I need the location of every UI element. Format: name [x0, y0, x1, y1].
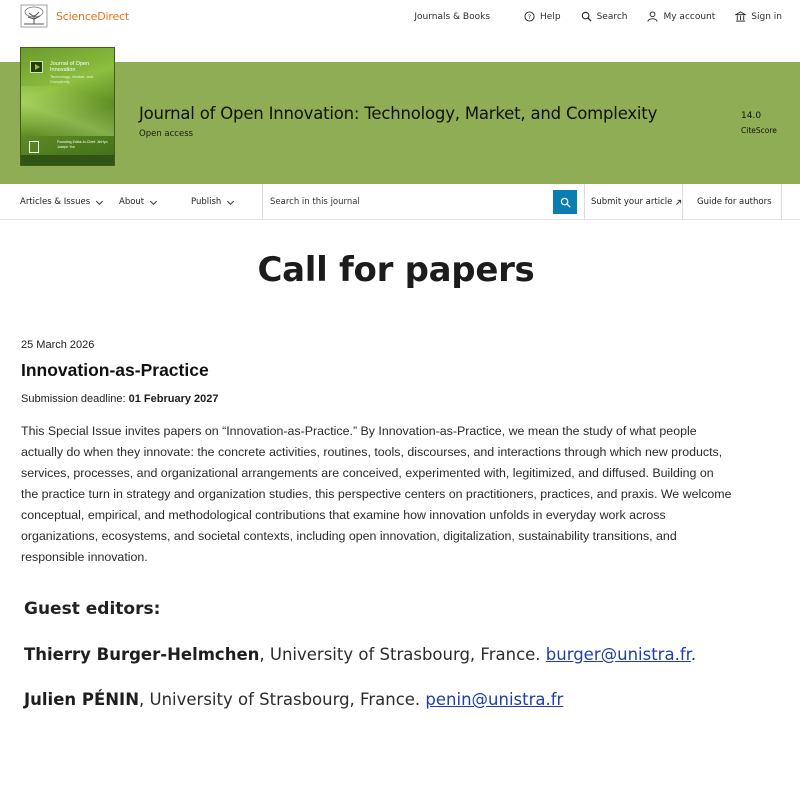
special-issue-description: This Special Issue invites papers on “Innovation-as-Practice.” By Innovation-as-Practice, we mean the study of what people actually do when they innovate: the concrete activities, routines, tools, discourses, and interactions through which new products, services, processes, and organizational arrangements are conceived, experimented with, legitimized, and diffused. Building on the practice turn in strategy and organization studies, this perspective centers on practitioners, practices, and praxis. We welcome conceptual, empirical, and methodological contributions that examine how innovation unfolds in everyday work across organizations, ecosystems, and societal contexts, including open innovation, digitalization, sustainability transitions, and responsible innovation. [21, 424, 732, 564]
help-label: Help [540, 11, 561, 22]
open-access-label: Open access [139, 129, 194, 139]
editor-name: Julien PÉNIN [24, 690, 140, 709]
search-label: Search [596, 11, 628, 22]
publish-menu[interactable] [191, 184, 235, 220]
deadline-label: Submission deadline: [21, 393, 129, 405]
editor-name: Thierry Burger-Helmchen [24, 645, 260, 664]
my-account-link[interactable] [647, 11, 715, 22]
citescore-label[interactable]: CiteScore [741, 126, 777, 135]
top-bar [0, 0, 800, 33]
my-account-label: My account [663, 11, 716, 22]
help-link[interactable] [524, 11, 561, 22]
cover-emblem-icon [30, 61, 43, 73]
sign-in-label: Sign in [751, 11, 782, 22]
editor-affiliation: , University of Strasbourg, France. [259, 645, 546, 664]
sign-in-link[interactable] [735, 11, 782, 22]
submission-deadline [21, 393, 219, 405]
publish-date: 25 March 2026 [21, 339, 95, 351]
cover-footer-band [21, 155, 114, 165]
journals-books-label: Journals & Books [414, 11, 491, 22]
sciencedirect-logo[interactable] [20, 4, 129, 28]
about-label: About [119, 197, 145, 207]
cover-title: Journal of Open Innovation [50, 61, 90, 73]
cover-publisher-logo-icon [29, 141, 39, 153]
chevron-down-icon [149, 198, 158, 207]
page-title: Call for papers [257, 250, 535, 290]
svg-text:?: ? [527, 12, 532, 21]
institution-icon [735, 11, 746, 22]
search-icon [560, 197, 571, 208]
nav-divider [262, 184, 263, 220]
journal-search-input[interactable] [270, 190, 550, 214]
special-issue-title: Innovation-as-Practice [21, 360, 209, 380]
editor-trailing-punctuation: . [690, 645, 697, 664]
cover-decoration [21, 86, 114, 136]
chevron-down-icon [95, 198, 104, 207]
nav-divider [781, 184, 782, 220]
articles-issues-menu[interactable] [20, 184, 104, 220]
top-navigation [394, 0, 782, 33]
journal-title[interactable]: Journal of Open Innovation: Technology, Market, and Complexity [139, 104, 658, 123]
guide-for-authors-link[interactable] [697, 184, 772, 220]
editor-affiliation: , University of Strasbourg, France. [139, 690, 426, 709]
cover-subtitle: Technology, Market, and Complexity [50, 74, 94, 84]
about-menu[interactable] [119, 184, 158, 220]
journal-banner [0, 62, 800, 184]
cover-editor: Founding Editor-in-Chief: JinHyo Joseph Yun [57, 140, 108, 149]
citescore-value[interactable]: 14.0 [741, 111, 762, 121]
editor-email-link[interactable]: burger@unistra.fr [545, 645, 691, 664]
help-icon [524, 11, 535, 22]
guest-editors-heading: Guest editors: [24, 599, 161, 619]
submit-article-label: Submit your article [591, 197, 673, 207]
guest-editor-entry [24, 645, 696, 664]
account-icon [647, 11, 658, 22]
journal-cover[interactable] [20, 47, 115, 166]
search-link[interactable] [581, 11, 628, 22]
publish-label: Publish [191, 197, 222, 207]
editor-email-link[interactable]: penin@unistra.fr [425, 690, 564, 709]
search-icon [581, 11, 592, 22]
chevron-down-icon [226, 198, 235, 207]
guest-editor-entry [24, 690, 563, 709]
brand-name: ScienceDirect [56, 9, 129, 23]
articles-issues-label: Articles & Issues [20, 197, 91, 207]
submit-article-link[interactable] [591, 184, 682, 220]
elsevier-tree-icon [20, 4, 48, 28]
journals-books-link[interactable] [414, 12, 490, 22]
deadline-value: 01 February 2027 [128, 393, 219, 405]
nav-divider [584, 184, 585, 220]
journal-search-button[interactable] [553, 190, 577, 214]
guide-for-authors-label: Guide for authors [697, 197, 772, 207]
external-arrow-icon [675, 199, 682, 206]
